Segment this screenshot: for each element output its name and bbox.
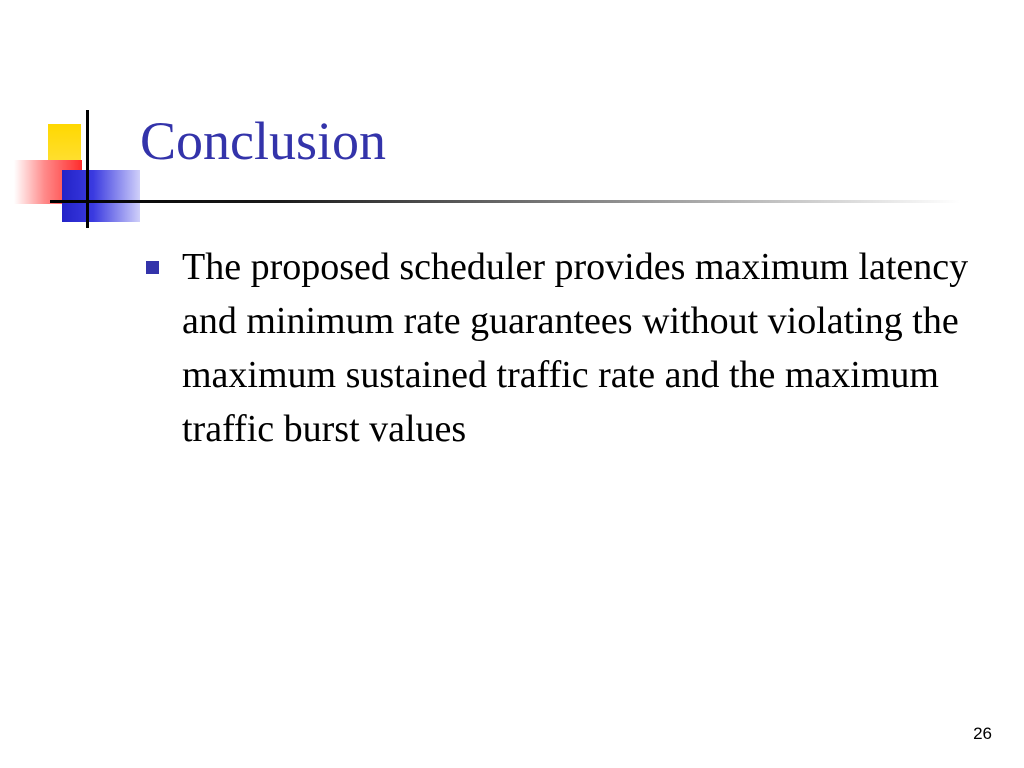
decorative-blue-square	[62, 170, 140, 222]
slide-title: Conclusion	[140, 111, 387, 171]
bullet-text: The proposed scheduler provides maximum latency and minimum rate guarantees without violating the maximum sustained traffic rate and the maximum traffic burst values	[182, 246, 969, 450]
decorative-vertical-line	[86, 110, 89, 228]
bullet-item	[140, 240, 1000, 456]
title-underline	[50, 200, 960, 203]
slide-number: 26	[973, 724, 992, 743]
square-bullet-icon	[146, 261, 159, 274]
bullet-list	[140, 240, 1000, 456]
